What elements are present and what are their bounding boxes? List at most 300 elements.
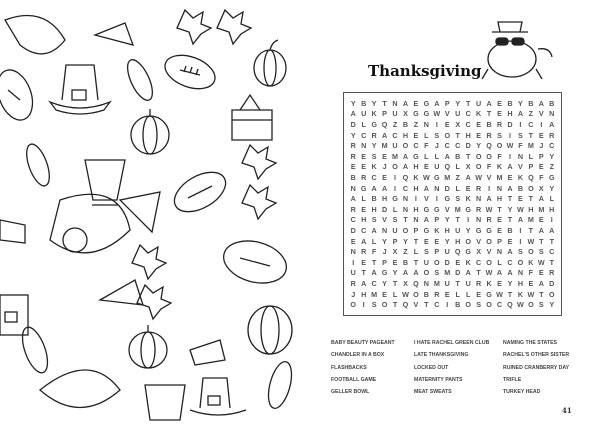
grid-letter: E [361,151,367,161]
grid-letter: E [497,225,502,235]
football-icon [168,164,232,220]
trifle-icon [85,160,125,205]
grid-letter: O [402,141,409,151]
grid-letter: E [444,119,450,129]
grid-letter: O [381,300,388,310]
grid-letter: I [352,257,355,267]
grid-letter: Y [465,225,471,235]
grid-letter: Y [507,204,513,214]
pilgrim-hat-icon [50,65,110,114]
grid-letter: U [392,109,398,119]
grid-letter: M [454,204,461,214]
grid-letter: R [476,204,482,214]
grid-letter: P [382,109,387,119]
word-list-item: MATERNITY PANTS [414,376,463,383]
grid-letter: H [361,289,367,299]
grid-letter: L [424,151,429,161]
turkey-sunglasses-illustration [478,14,558,84]
grid-letter: A [402,151,409,161]
grid-letter: X [538,183,544,193]
grid-letter: H [381,194,388,204]
grid-letter: N [517,151,524,161]
grid-letter: A [538,194,544,204]
grid-letter: J [351,289,356,299]
grid-letter: I [519,236,522,246]
grid-letter: A [507,162,513,172]
grid-letter: T [507,194,513,204]
grid-letter: Z [392,119,398,129]
grid-letter: R [371,130,377,140]
grid-letter: I [508,151,511,161]
grid-letter: E [538,162,544,172]
corn-icon [264,359,296,411]
grid-letter: G [486,289,492,299]
pie-slice-icon [120,192,160,232]
grid-letter: R [434,289,440,299]
grid-letter: E [507,236,513,246]
grid-letter: E [476,119,482,129]
grid-letter: N [413,215,419,225]
grid-letter: G [486,225,492,235]
grid-letter: W [402,289,409,299]
grid-letter: B [507,225,513,235]
grid-letter: T [413,236,419,246]
grid-letter: U [434,162,440,172]
grid-letter: A [434,98,440,108]
grid-letter: A [496,268,503,278]
page-number: 41 [562,406,572,415]
grid-letter: C [361,130,367,140]
grid-letter: K [496,162,503,172]
grid-letter: N [434,183,440,193]
grid-letter: Q [454,247,461,257]
grid-letter: W [475,172,483,182]
grid-letter: T [549,257,554,267]
grid-letter: B [455,151,461,161]
grid-letter: Y [392,268,398,278]
corn-icon [123,56,158,103]
grid-letter: E [382,289,387,299]
grid-letter: G [434,172,440,182]
grid-letter: O [402,225,409,235]
grid-letter: F [424,141,429,151]
grid-letter: N [549,109,555,119]
grid-letter: E [528,278,534,288]
grid-letter: T [382,98,387,108]
grid-letter: C [444,141,450,151]
grid-letter: G [413,151,419,161]
grid-letter: A [444,151,450,161]
grid-letter: V [486,247,492,257]
grid-letter: I [394,183,397,193]
grid-letter: Q [381,119,388,129]
grid-letter: N [476,194,482,204]
grid-letter: E [434,236,440,246]
grid-letter: C [528,119,534,129]
grid-letter: V [486,172,492,182]
grid-letter: L [392,289,398,299]
word-search-grid [343,92,562,316]
grid-letter: Y [382,278,387,288]
grid-letter: D [444,257,450,267]
grid-letter: O [528,300,534,310]
grid-letter: Y [371,141,377,151]
grid-letter: O [465,236,471,246]
grid-letter: B [423,289,429,299]
grid-letter: X [465,162,471,172]
grid-letter: T [528,194,534,204]
pie-slice-icon [0,220,25,243]
grid-letter: N [496,247,503,257]
grid-letter: N [402,204,409,214]
grid-letter: R [486,215,492,225]
word-list-item: NAMING THE STATES [503,340,557,346]
grid-letter: F [528,268,534,278]
cornucopia-icon [50,194,130,253]
grid-letter: Z [413,119,419,129]
grid-letter: H [496,194,503,204]
grid-letter: K [486,278,492,288]
grid-letter: P [382,257,387,267]
grid-letter: Q [402,172,409,182]
grid-letter: C [350,215,356,225]
grid-letter: V [423,194,429,204]
grid-letter: H [455,236,461,246]
grid-letter: U [444,247,450,257]
grid-letter: A [465,172,471,182]
grid-letter: W [485,268,493,278]
grid-letter: T [361,268,366,278]
grid-letter: C [402,183,409,193]
grid-letter: Y [403,236,408,246]
word-list-item: MEAT SWEATS [414,389,452,396]
grid-letter: I [519,119,522,129]
grid-letter: D [444,183,450,193]
grid-letter: J [382,162,387,172]
grid-letter: T [455,215,460,225]
grid-letter: C [392,130,398,140]
grid-letter: B [507,98,513,108]
grid-letter: C [371,278,377,288]
grid-letter: T [507,289,513,299]
cornucopia-icon [40,370,120,408]
grid-letter: R [486,130,492,140]
grid-letter: A [517,109,524,119]
grid-letter: E [444,289,450,299]
grid-letter: I [550,215,553,225]
grid-letter: N [350,183,356,193]
grid-letter: A [361,236,367,246]
grid-letter: K [517,289,524,299]
grid-letter: X [403,109,408,119]
grid-letter: M [527,215,534,225]
grid-letter: Y [350,98,356,108]
grid-letter: W [496,289,503,299]
grid-letter: T [392,300,398,310]
grid-letter: E [518,194,523,204]
grid-letter: S [423,247,429,257]
grid-letter: A [538,278,544,288]
grid-letter: T [455,130,460,140]
pilgrim-hat-icon [190,378,246,415]
grid-letter: N [350,247,356,257]
grid-letter: L [361,194,366,204]
grid-letter: C [549,141,555,151]
pie-slice-icon [190,340,225,365]
grid-letter: A [538,98,544,108]
grid-letter: R [476,183,482,193]
grid-letter: P [528,162,534,172]
grid-letter: U [350,268,356,278]
leaf-icon [132,245,166,279]
grid-letter: Y [444,236,450,246]
grid-letter: E [507,172,513,182]
grid-letter: C [507,257,513,267]
grid-letter: J [539,141,544,151]
grid-letter: X [392,247,398,257]
grid-letter: E [350,162,356,172]
grid-letter: N [476,215,482,225]
grid-letter: H [465,130,471,140]
grid-letter: E [392,257,398,267]
grid-letter: O [517,257,524,267]
grid-letter: T [528,130,534,140]
grid-letter: I [394,172,397,182]
grid-letter: T [465,98,471,108]
grid-letter: F [371,247,377,257]
grid-letter: I [467,215,470,225]
grid-letter: R [350,141,356,151]
grid-letter: L [455,183,460,193]
grid-letter: N [496,183,503,193]
grid-letter: C [361,225,367,235]
grid-letter: G [413,109,419,119]
grid-letter: K [434,225,440,235]
grid-letter: E [361,162,367,172]
grid-letter: P [444,98,450,108]
grid-letter: W [433,109,441,119]
grid-letter: E [413,130,419,140]
grid-letter: R [361,172,367,182]
pilgrim-hat-icon [0,295,28,335]
grid-letter: F [497,151,502,161]
grid-letter: C [476,257,482,267]
grid-letter: T [507,215,513,225]
pie-slice-icon [95,23,133,45]
grid-letter: O [434,257,440,267]
football-icon [0,65,39,125]
grid-letter: R [476,278,482,288]
grid-letter: A [549,119,555,129]
grid-letter: H [517,278,524,288]
grid-letter: R [549,130,555,140]
cornucopia-icon [5,16,65,54]
grid-letter: C [455,141,461,151]
grid-letter: D [549,278,555,288]
grid-letter: B [455,300,461,310]
grid-letter: S [518,130,523,140]
grid-letter: E [476,289,482,299]
grid-letter: Y [382,236,387,246]
grid-letter: B [402,257,409,267]
grid-letter: S [371,215,377,225]
grid-letter: E [423,236,429,246]
grid-letter: H [361,215,367,225]
pie-slice-icon [100,280,143,305]
grid-letter: B [528,98,534,108]
grid-letter: U [444,278,450,288]
grid-letter: H [371,204,377,214]
grid-letter: A [507,247,513,257]
word-list-item: FLASHBACKS [331,364,367,371]
grid-letter: G [465,247,471,257]
grid-letter: R [496,119,503,129]
grid-letter: E [361,204,367,214]
word-list-item: TURKEY HEAD [503,389,541,396]
grid-letter: K [371,109,377,119]
grid-letter: U [476,98,482,108]
grid-letter: D [350,225,356,235]
grid-letter: N [423,119,429,129]
grid-letter: D [455,268,461,278]
grid-letter: M [496,172,503,182]
grid-letter: T [413,257,419,267]
leaf-icon [177,10,211,44]
grid-letter: J [434,141,439,151]
grid-letter: W [422,172,430,182]
grid-letter: V [476,236,482,246]
grid-letter: W [506,141,514,151]
grid-letter: C [371,172,377,182]
leaf-icon [242,145,276,179]
grid-letter: A [371,225,377,235]
grid-letter: E [538,215,544,225]
grid-letter: A [423,183,429,193]
grid-letter: T [528,225,534,235]
grid-letter: A [465,268,471,278]
grid-letter: X [403,278,408,288]
grid-letter: Z [549,162,554,172]
grid-letter: F [518,141,523,151]
grid-letter: C [434,300,440,310]
grid-letter: H [549,204,555,214]
grid-letter: S [434,268,440,278]
grid-letter: G [381,268,388,278]
pumpkin-icon [131,109,169,154]
grid-letter: O [413,289,419,299]
grid-letter: D [350,119,356,129]
grid-letter: L [413,247,419,257]
grid-letter: W [517,204,524,214]
grid-letter: T [403,215,408,225]
grid-letter: A [361,278,367,288]
grid-letter: V [382,215,387,225]
pumpkin-icon [248,306,292,354]
grid-letter: F [539,172,544,182]
corn-icon [22,141,54,189]
grid-letter: Y [350,130,356,140]
grid-letter: T [465,151,471,161]
grid-letter: G [423,98,430,108]
grid-letter: Y [549,183,555,193]
grid-letter: G [392,194,398,204]
grid-letter: E [413,98,419,108]
grid-letter: H [413,162,419,172]
grid-letter: H [413,204,419,214]
word-list-item: TRIFLE [503,376,522,383]
grid-letter: A [402,268,409,278]
grid-letter: R [350,151,356,161]
grid-letter: I [540,119,543,129]
grid-letter: O [392,162,398,172]
grid-letter: G [423,204,430,214]
grid-letter: O [486,257,492,267]
grid-letter: O [486,300,492,310]
grid-letter: Z [528,109,534,119]
grid-letter: R [350,278,356,288]
grid-letter: U [455,225,461,235]
grid-letter: A [350,109,356,119]
grid-letter: K [465,194,471,204]
grid-letter: O [548,289,555,299]
grid-letter: Y [549,151,555,161]
grid-letter: T [539,289,544,299]
grid-letter: I [414,194,417,204]
grid-letter: T [549,236,554,246]
grid-letter: W [527,236,535,246]
grid-letter: Q [486,141,492,151]
leaf-icon [242,185,276,219]
grid-letter: A [381,130,388,140]
grid-letter: L [528,151,534,161]
grid-letter: P [392,236,398,246]
grid-letter: O [444,130,451,140]
grid-letter: L [361,119,366,129]
grid-letter: U [392,141,398,151]
grid-letter: T [476,268,481,278]
football-icon [219,234,291,289]
grid-letter: K [528,257,534,267]
grid-letter: U [361,109,367,119]
grid-letter: S [518,247,523,257]
grid-letter: Q [507,300,513,310]
grid-letter: E [423,162,429,172]
grid-letter: E [497,98,502,108]
grid-letter: A [538,225,544,235]
word-list-item: RACHEL'S OTHER SISTER [503,352,570,359]
grid-letter: M [444,172,451,182]
grid-letter: H [402,130,409,140]
grid-letter: A [371,183,377,193]
grid-letter: C [465,119,471,129]
grid-letter: D [507,119,513,129]
grid-letter: Y [455,98,461,108]
trifle-icon [145,385,185,420]
grid-letter: O [496,141,503,151]
grid-letter: I [519,225,522,235]
grid-letter: K [476,109,482,119]
grid-letter: F [486,162,492,172]
grid-letter: E [476,130,482,140]
grid-letter: E [538,268,544,278]
grid-letter: B [486,119,492,129]
grid-letter: A [507,268,513,278]
grid-letter: V [444,109,450,119]
grid-letter: Q [413,278,419,288]
grid-letter: A [413,268,419,278]
grid-letter: T [539,236,544,246]
grid-letter: V [413,300,419,310]
